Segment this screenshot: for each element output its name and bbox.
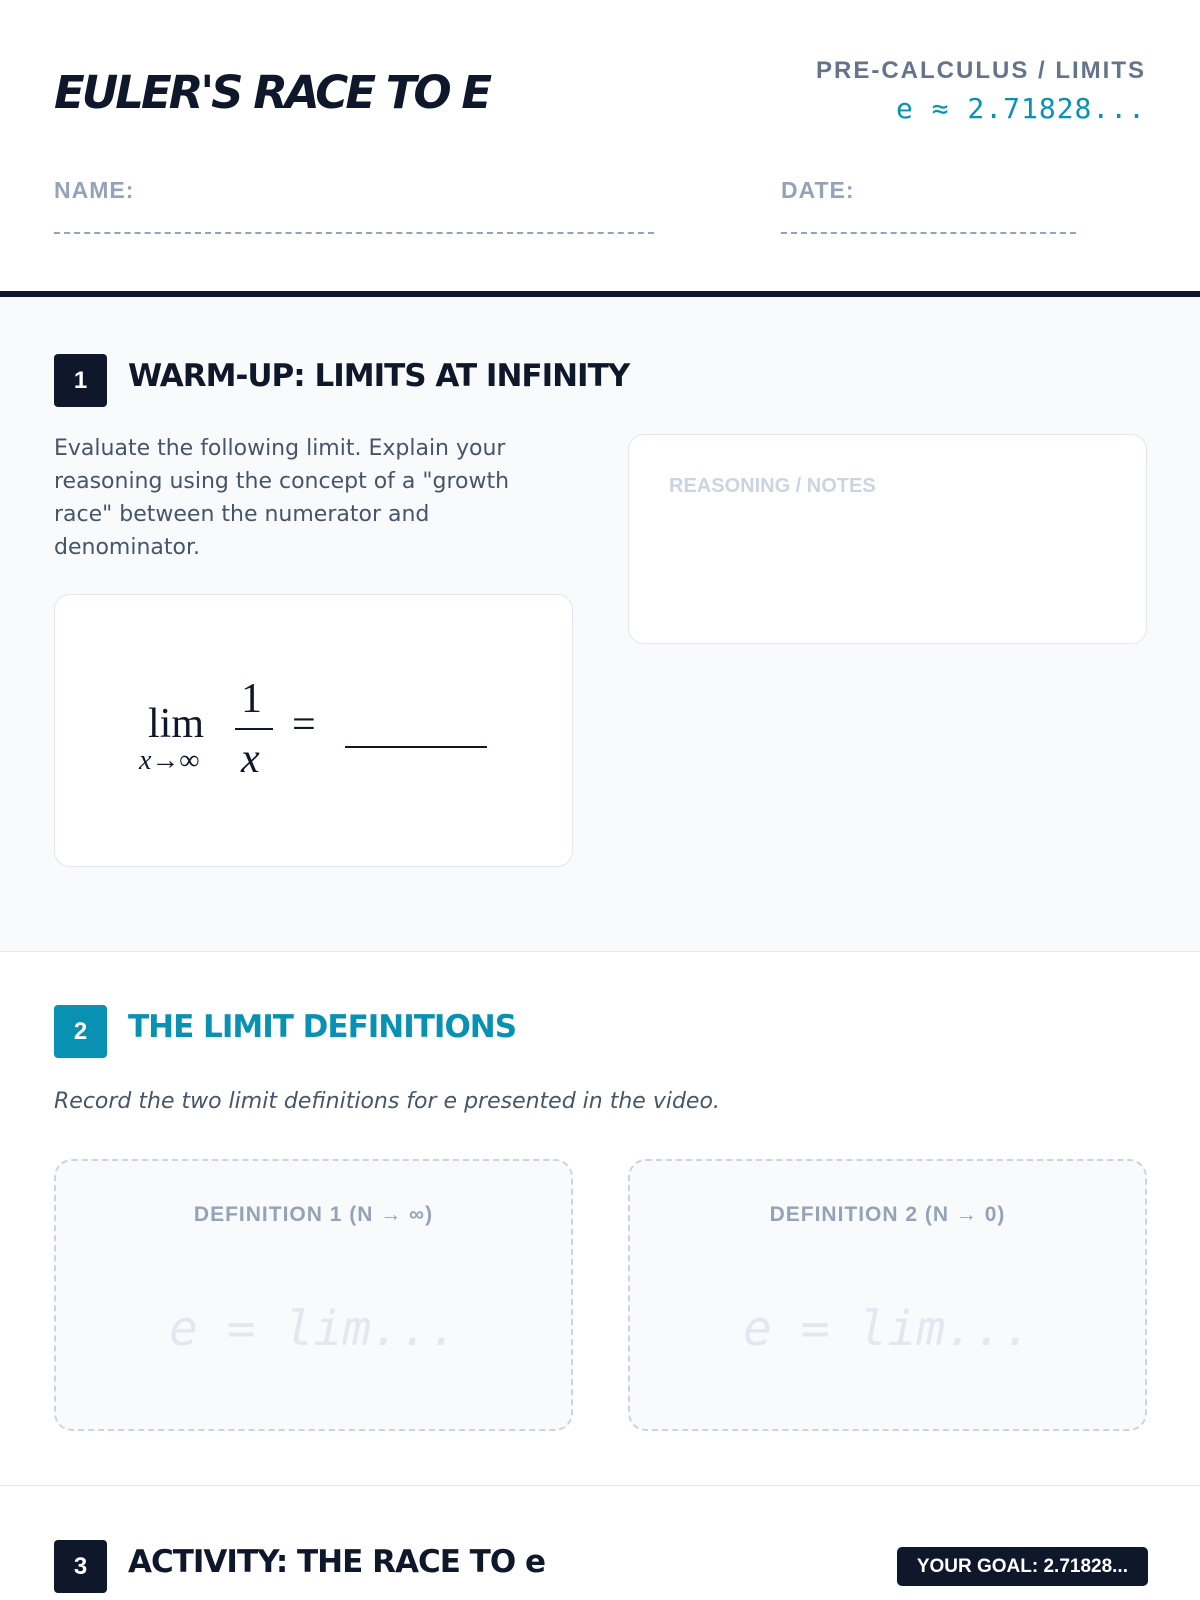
definition-label: DEFINITION 2 (N → 0) — [769, 1203, 1006, 1226]
definition-placeholder: e = lim... — [169, 1301, 458, 1357]
definition-placeholder: e = lim... — [743, 1301, 1032, 1357]
limit-operator: lim — [148, 701, 205, 747]
definition-1-box[interactable] — [54, 1159, 573, 1431]
section-number-badge: 3 — [54, 1540, 107, 1593]
notes-label: REASONING / NOTES — [669, 475, 876, 497]
e-approximation: e ≈ 2.71828... — [895, 92, 1146, 125]
section-activity — [0, 1486, 1200, 1600]
answer-blank[interactable] — [345, 746, 487, 748]
fraction-denominator: x — [241, 736, 260, 782]
definition-label: DEFINITION 1 (N → ∞) — [193, 1203, 434, 1226]
section-number-badge: 1 — [54, 354, 107, 407]
section-instructions: Record the two limit definitions for e presented in the video. — [54, 1089, 720, 1114]
worksheet-header — [0, 0, 1200, 297]
definition-2-box[interactable] — [628, 1159, 1147, 1431]
section-title: WARM-UP: LIMITS AT INFINITY — [128, 358, 630, 394]
date-field[interactable] — [781, 232, 1076, 234]
name-field[interactable] — [54, 232, 654, 234]
fraction-bar — [235, 728, 273, 730]
fraction-numerator: 1 — [241, 676, 262, 722]
section-instructions: Evaluate the following limit. Explain your reasoning using the concept of a "growth race" between the numerator and denominator. — [54, 436, 510, 560]
worksheet-title: EULER'S RACE TO E — [54, 66, 490, 119]
date-label: DATE: — [781, 177, 855, 203]
goal-badge: YOUR GOAL: 2.71828... — [897, 1547, 1148, 1586]
reasoning-notes-box[interactable] — [628, 434, 1147, 644]
limit-subscript: x→∞ — [139, 745, 200, 776]
name-label: NAME: — [54, 177, 135, 203]
limit-expression-card — [54, 594, 573, 867]
equals-sign: = — [292, 702, 316, 748]
section-title: ACTIVITY: THE RACE TO e — [128, 1544, 545, 1580]
section-warm-up — [0, 297, 1200, 952]
section-limit-definitions — [0, 952, 1200, 1486]
section-title: THE LIMIT DEFINITIONS — [128, 1009, 517, 1045]
course-label: PRE-CALCULUS / LIMITS — [816, 57, 1146, 84]
section-number-badge: 2 — [54, 1005, 107, 1058]
